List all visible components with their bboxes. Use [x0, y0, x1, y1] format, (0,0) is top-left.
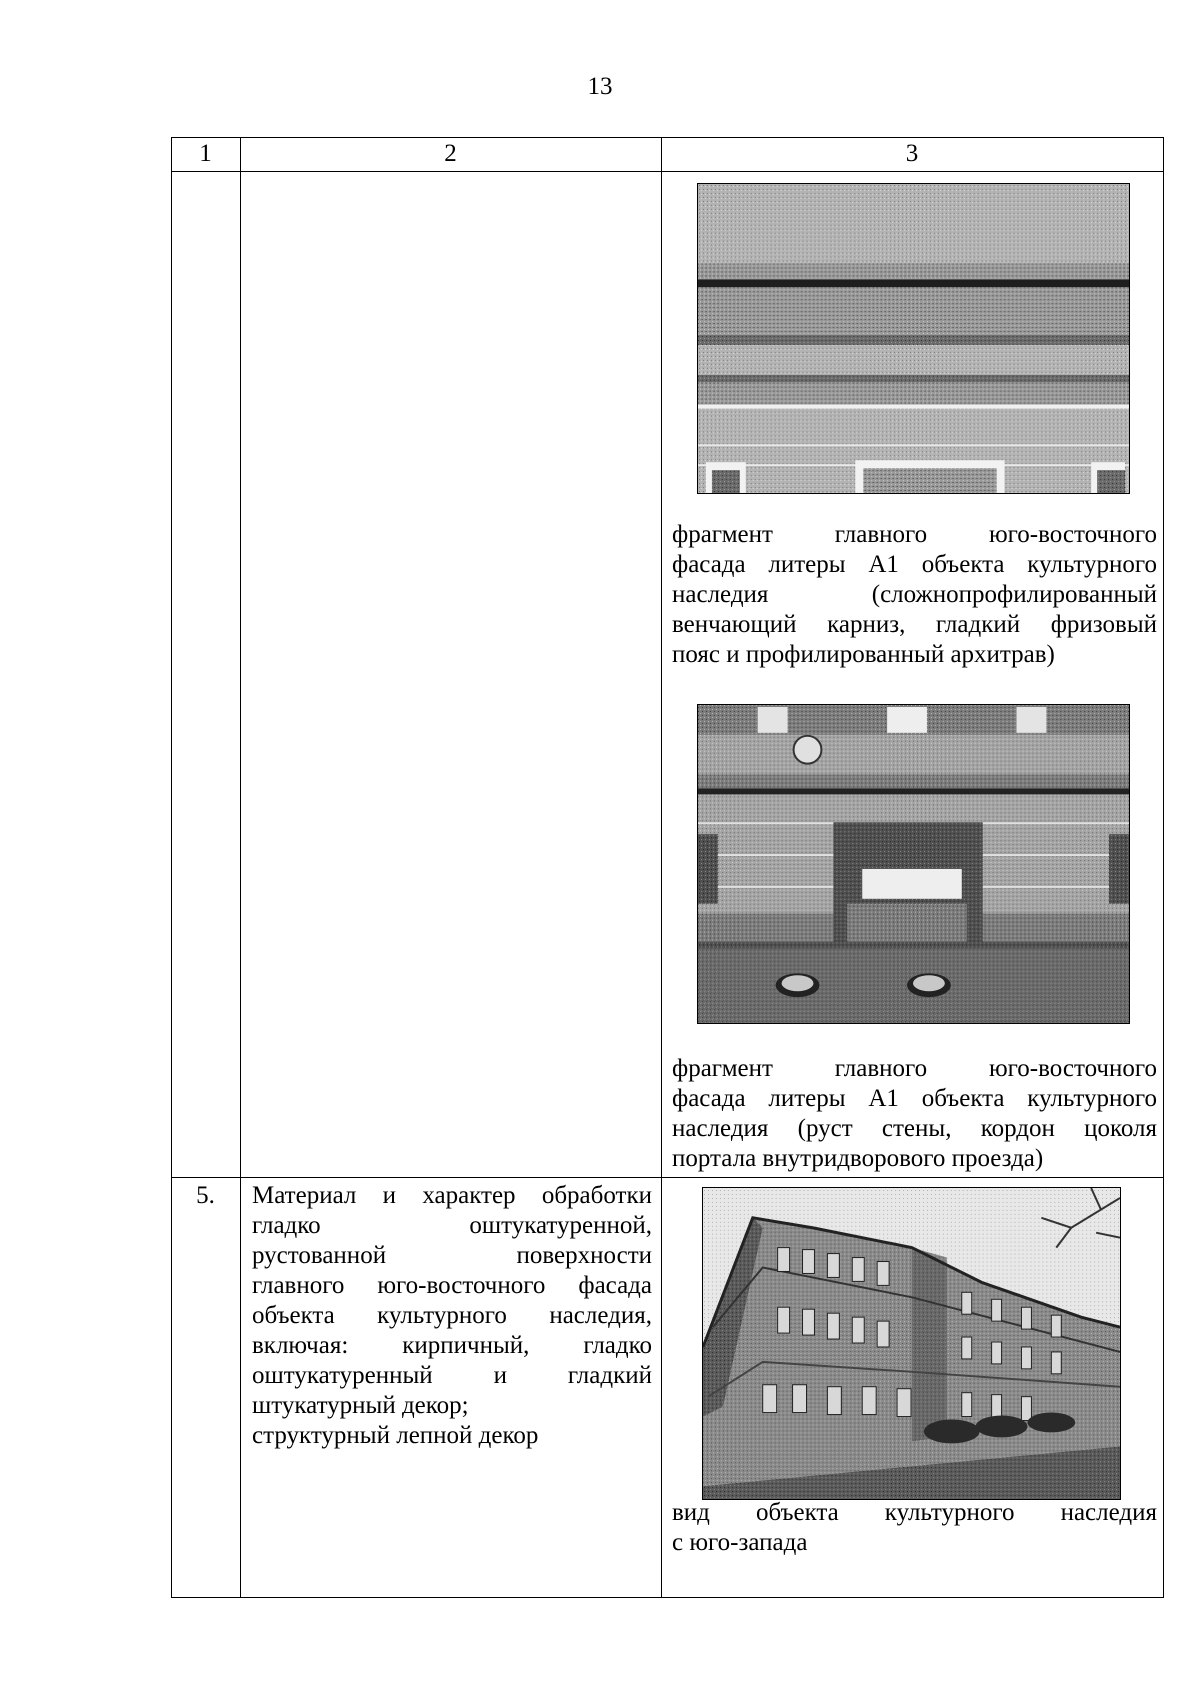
- column-header-1: 1: [199, 140, 212, 167]
- caption-line: вид объекта культурного наследия: [672, 1499, 1157, 1526]
- row-description: [252, 1181, 652, 1451]
- column-header-3: 3: [905, 140, 919, 167]
- row-number: 5.: [196, 1182, 215, 1209]
- table-border-left: [171, 137, 172, 1598]
- caption-photo-3: [672, 1498, 1157, 1558]
- caption-line: наследия (руст стены, кордон цоколя: [672, 1115, 1157, 1142]
- description-line: гладко оштукатуренной,: [252, 1212, 652, 1239]
- description-line: включая: кирпичный, гладко: [252, 1332, 652, 1359]
- photo-courtyard-portal: [697, 704, 1130, 1024]
- caption-line: пояс и профилированный архитрав): [672, 641, 1055, 668]
- table-col-divider-2: [661, 137, 662, 1598]
- caption-line: венчающий карниз, гладкий фризовый: [672, 611, 1157, 638]
- caption-line: фрагмент главного юго-восточного: [672, 1055, 1157, 1082]
- column-header-2: 2: [444, 140, 457, 167]
- photo-building-southwest-view: [702, 1187, 1121, 1500]
- photo-cornice-fragment: [697, 183, 1130, 494]
- caption-line: наследия (сложнопрофилированный: [672, 581, 1157, 608]
- description-line: объекта культурного наследия,: [252, 1302, 652, 1329]
- caption-line: фрагмент главного юго-восточного: [672, 521, 1157, 548]
- caption-photo-1: [672, 520, 1157, 670]
- description-line: штукатурный декор;: [252, 1392, 469, 1419]
- description-line: главного юго-восточного фасада: [252, 1272, 652, 1299]
- table-border-right: [1163, 137, 1164, 1598]
- table-row-divider: [171, 1177, 1164, 1178]
- page-number: 13: [587, 73, 613, 100]
- description-line: структурный лепной декор: [252, 1422, 539, 1449]
- caption-line: фасада литеры А1 объекта культурного: [672, 551, 1157, 578]
- description-line: рустованной поверхности: [252, 1242, 652, 1269]
- caption-line: портала внутридворового проезда): [672, 1145, 1044, 1172]
- description-line: оштукатуренный и гладкий: [252, 1362, 652, 1389]
- table-header-divider: [171, 171, 1164, 172]
- table-col-divider-1: [240, 137, 241, 1598]
- caption-line: фасада литеры А1 объекта культурного: [672, 1085, 1157, 1112]
- caption-line: с юго-запада: [672, 1529, 808, 1556]
- table-border-bottom: [171, 1597, 1164, 1598]
- caption-photo-2: [672, 1054, 1157, 1174]
- description-line: Материал и характер обработки: [252, 1182, 652, 1209]
